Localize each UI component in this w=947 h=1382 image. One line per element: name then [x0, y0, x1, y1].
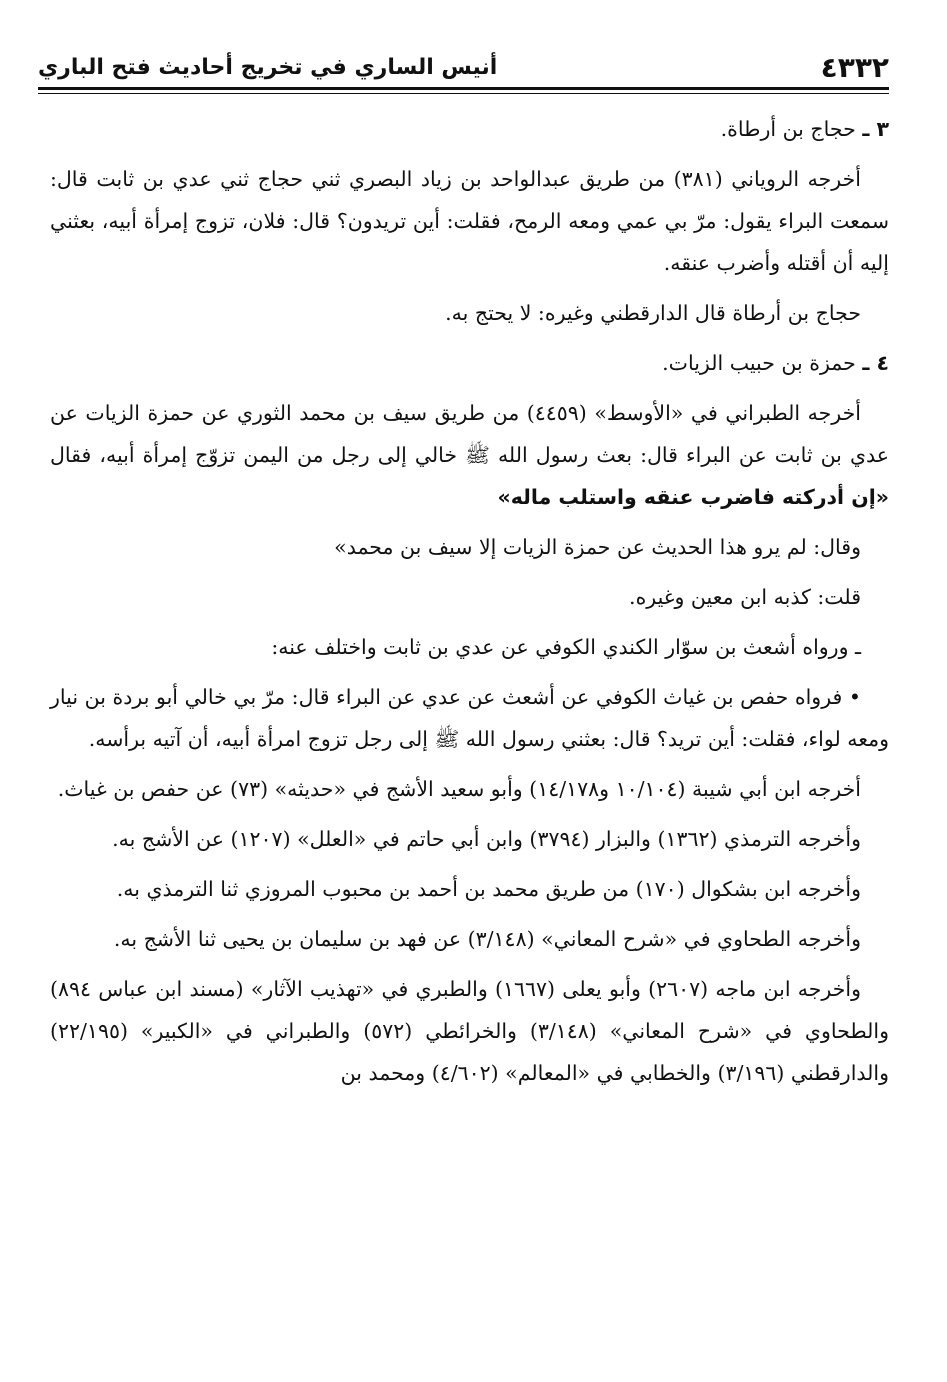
paragraph: وأخرجه الترمذي (١٣٦٢) والبزار (٣٧٩٤) وابن أبي حاتم في «العلل» (١٢٠٧) عن الأشج به.	[112, 827, 861, 851]
paragraph: • فرواه حفص بن غياث الكوفي عن أشعث عن عدي عن البراء قال: مرّ بي خالي أبو بردة بن نيار ومعه لواء، فقلت: أين تريد؟ قال: بعثني رسول الله ﷺ إلى رجل تزوج امرأة أبيه، أن آتيه برأسه.	[50, 685, 889, 751]
item-text: حجاج بن أرطاة.	[720, 117, 856, 141]
item-number: ٣ ـ	[862, 117, 889, 141]
header-rule	[38, 87, 889, 94]
paragraph-text: أخرجه الطبراني في «الأوسط» (٤٤٥٩) من طريق سيف بن محمد الثوري عن حمزة الزيات عن عدي بن ثابت عن البراء قال: بعث رسول الله ﷺ خالي إلى رجل من اليمن تزوّج إمرأة أبيه، فقال	[50, 401, 889, 467]
page-number: ٤٣٣٢	[820, 51, 889, 84]
paragraph: ـ ورواه أشعث بن سوّار الكندي الكوفي عن عدي بن ثابت واختلف عنه:	[271, 635, 861, 659]
item-number: ٤ ـ	[862, 351, 889, 375]
paragraph: قلت: كذبه ابن معين وغيره.	[629, 585, 861, 609]
paragraph	[50, 392, 889, 518]
list-item	[50, 342, 889, 384]
hadith-quote: «إن أدركته فاضرب عنقه واستلب ماله»	[497, 485, 889, 509]
paragraph: أخرجه ابن أبي شيبة (١٠/١٠٤ و١٤/١٧٨) وأبو سعيد الأشج في «حديثه» (٧٣) عن حفص بن غياث.	[57, 777, 861, 801]
paragraph: وأخرجه ابن ماجه (٢٦٠٧) وأبو يعلى (١٦٦٧) والطبري في «تهذيب الآثار» (مسند ابن عباس ٨٩٤) والطحاوي في «شرح المعاني» (٣/١٤٨) والخرائطي (٥٧٢) والطبراني في «الكبير» (٢٢/١٩٥) والدارقطني (٣/١٩٦) والخطابي في «المعالم» (٤/٦٠٢) ومحمد بن	[50, 977, 890, 1085]
item-text: حمزة بن حبيب الزيات.	[662, 351, 856, 375]
paragraph: أخرجه الروياني (٣٨١) من طريق عبدالواحد بن زياد البصري ثني حجاج ثني عدي بن ثابت قال: سمعت البراء يقول: مرّ بي عمي ومعه الرمح، فقلت: أين تريدون؟ قال: فلان، تزوج إمرأة أبيه، بعثني إليه أن أقتله وأضرب عنقه.	[50, 167, 889, 275]
page-header	[38, 48, 889, 94]
paragraph: وقال: لم يرو هذا الحديث عن حمزة الزيات إلا سيف بن محمد»	[334, 535, 861, 559]
list-item	[50, 108, 889, 150]
paragraph: وأخرجه الطحاوي في «شرح المعاني» (٣/١٤٨) عن فهد بن سليمان بن يحيى ثنا الأشج به.	[113, 927, 861, 951]
paragraph: وأخرجه ابن بشكوال (١٧٠) من طريق محمد بن أحمد بن محبوب المروزي ثنا الترمذي به.	[116, 877, 861, 901]
body-text	[50, 108, 889, 1102]
running-title: أنيس الساري في تخريج أحاديث فتح الباري	[38, 55, 498, 80]
paragraph: حجاج بن أرطاة قال الدارقطني وغيره: لا يحتج به.	[445, 301, 861, 325]
